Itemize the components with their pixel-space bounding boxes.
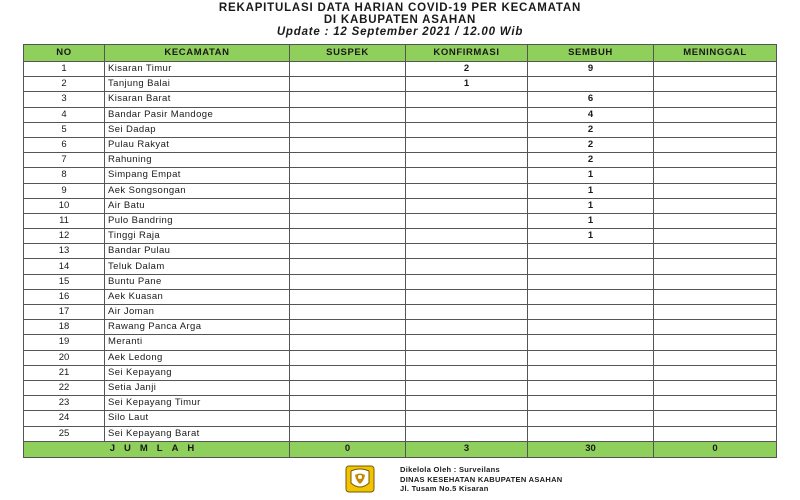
konfirmasi-cell xyxy=(406,380,528,395)
konfirmasi-cell xyxy=(406,411,528,426)
meninggal-cell xyxy=(654,122,777,137)
meninggal-cell xyxy=(654,350,777,365)
konfirmasi-cell xyxy=(406,153,528,168)
kecamatan-cell: Pulo Bandring xyxy=(105,213,290,228)
row-number-cell: 11 xyxy=(24,213,105,228)
konfirmasi-cell xyxy=(406,92,528,107)
kecamatan-cell: Meranti xyxy=(105,335,290,350)
konfirmasi-cell xyxy=(406,244,528,259)
suspek-cell xyxy=(290,289,406,304)
kecamatan-cell: Aek Kuasan xyxy=(105,289,290,304)
meninggal-cell xyxy=(654,168,777,183)
totals-label: JUMLAH xyxy=(24,441,290,457)
row-number-cell: 3 xyxy=(24,92,105,107)
table-row xyxy=(24,92,777,107)
sembuh-cell xyxy=(528,274,654,289)
suspek-cell xyxy=(290,213,406,228)
konfirmasi-cell xyxy=(406,107,528,122)
kecamatan-cell: Buntu Pane xyxy=(105,274,290,289)
konfirmasi-cell xyxy=(406,183,528,198)
suspek-cell xyxy=(290,426,406,441)
table-row xyxy=(24,213,777,228)
sembuh-cell xyxy=(528,305,654,320)
row-number-cell: 9 xyxy=(24,183,105,198)
totals-row xyxy=(24,441,777,457)
table-row xyxy=(24,274,777,289)
meninggal-cell xyxy=(654,259,777,274)
meninggal-cell xyxy=(654,213,777,228)
sembuh-cell: 4 xyxy=(528,107,654,122)
meninggal-cell xyxy=(654,92,777,107)
total-konfirmasi: 3 xyxy=(406,441,528,457)
konfirmasi-cell xyxy=(406,289,528,304)
table-row xyxy=(24,107,777,122)
kecamatan-cell: Air Joman xyxy=(105,305,290,320)
kecamatan-cell: Sei Kepayang xyxy=(105,365,290,380)
managed-by-text: Dikelola Oleh : Surveilans xyxy=(400,465,500,474)
konfirmasi-cell xyxy=(406,213,528,228)
table-row xyxy=(24,168,777,183)
suspek-cell xyxy=(290,274,406,289)
agency-name: DINAS KESEHATAN KABUPATEN ASAHAN xyxy=(400,474,563,484)
table-row xyxy=(24,259,777,274)
meninggal-cell xyxy=(654,289,777,304)
table-row xyxy=(24,137,777,152)
meninggal-cell xyxy=(654,274,777,289)
table-row xyxy=(24,289,777,304)
asahan-regency-emblem-icon xyxy=(345,465,375,493)
meninggal-cell xyxy=(654,62,777,77)
table-row xyxy=(24,244,777,259)
table-row xyxy=(24,153,777,168)
kecamatan-cell: Sei Kepayang Barat xyxy=(105,426,290,441)
meninggal-cell xyxy=(654,198,777,213)
sembuh-cell: 1 xyxy=(528,213,654,228)
update-timestamp: Update : 12 September 2021 / 12.00 Wib xyxy=(276,26,524,38)
konfirmasi-cell xyxy=(406,335,528,350)
table-header-row xyxy=(24,45,777,62)
column-header-meninggal: MENINGGAL xyxy=(654,45,777,62)
sembuh-cell: 1 xyxy=(528,229,654,244)
kecamatan-cell: Rahuning xyxy=(105,153,290,168)
row-number-cell: 21 xyxy=(24,365,105,380)
sembuh-cell xyxy=(528,320,654,335)
kecamatan-cell: Sei Dadap xyxy=(105,122,290,137)
row-number-cell: 20 xyxy=(24,350,105,365)
konfirmasi-cell xyxy=(406,365,528,380)
suspek-cell xyxy=(290,229,406,244)
konfirmasi-cell xyxy=(406,396,528,411)
konfirmasi-cell: 1 xyxy=(406,77,528,92)
konfirmasi-cell: 2 xyxy=(406,62,528,77)
table-row xyxy=(24,198,777,213)
column-header-sembuh: SEMBUH xyxy=(528,45,654,62)
suspek-cell xyxy=(290,305,406,320)
suspek-cell xyxy=(290,77,406,92)
kecamatan-cell: Silo Laut xyxy=(105,411,290,426)
row-number-cell: 22 xyxy=(24,380,105,395)
column-header-suspek: SUSPEK xyxy=(290,45,406,62)
suspek-cell xyxy=(290,122,406,137)
meninggal-cell xyxy=(654,77,777,92)
sembuh-cell: 9 xyxy=(528,62,654,77)
column-header-konfirmasi: KONFIRMASI xyxy=(406,45,528,62)
sembuh-cell: 1 xyxy=(528,168,654,183)
suspek-cell xyxy=(290,244,406,259)
sembuh-cell xyxy=(528,259,654,274)
table-row xyxy=(24,183,777,198)
table-row xyxy=(24,229,777,244)
row-number-cell: 5 xyxy=(24,122,105,137)
document-title: REKAPITULASI DATA HARIAN COVID-19 PER KECAMATAN xyxy=(218,2,582,14)
kecamatan-cell: Sei Kepayang Timur xyxy=(105,396,290,411)
row-number-cell: 25 xyxy=(24,426,105,441)
row-number-cell: 2 xyxy=(24,77,105,92)
meninggal-cell xyxy=(654,229,777,244)
suspek-cell xyxy=(290,168,406,183)
sembuh-cell: 1 xyxy=(528,198,654,213)
konfirmasi-cell xyxy=(406,229,528,244)
kecamatan-cell: Setia Janji xyxy=(105,380,290,395)
suspek-cell xyxy=(290,411,406,426)
sembuh-cell xyxy=(528,77,654,92)
sembuh-cell xyxy=(528,335,654,350)
row-number-cell: 1 xyxy=(24,62,105,77)
meninggal-cell xyxy=(654,107,777,122)
meninggal-cell xyxy=(654,137,777,152)
suspek-cell xyxy=(290,137,406,152)
meninggal-cell xyxy=(654,153,777,168)
sembuh-cell xyxy=(528,244,654,259)
suspek-cell xyxy=(290,335,406,350)
table-row xyxy=(24,350,777,365)
sembuh-cell: 6 xyxy=(528,92,654,107)
sembuh-cell xyxy=(528,365,654,380)
sembuh-cell xyxy=(528,380,654,395)
suspek-cell xyxy=(290,198,406,213)
kecamatan-cell: Bandar Pulau xyxy=(105,244,290,259)
table-row xyxy=(24,305,777,320)
row-number-cell: 23 xyxy=(24,396,105,411)
kecamatan-cell: Aek Ledong xyxy=(105,350,290,365)
sembuh-cell: 1 xyxy=(528,183,654,198)
row-number-cell: 16 xyxy=(24,289,105,304)
suspek-cell xyxy=(290,107,406,122)
kecamatan-cell: Air Batu xyxy=(105,198,290,213)
footer-text xyxy=(400,465,563,494)
suspek-cell xyxy=(290,350,406,365)
meninggal-cell xyxy=(654,305,777,320)
document-header xyxy=(0,2,800,39)
suspek-cell xyxy=(290,380,406,395)
konfirmasi-cell xyxy=(406,168,528,183)
suspek-cell xyxy=(290,365,406,380)
konfirmasi-cell xyxy=(406,320,528,335)
konfirmasi-cell xyxy=(406,137,528,152)
kecamatan-cell: Tinggi Raja xyxy=(105,229,290,244)
sembuh-cell xyxy=(528,350,654,365)
kecamatan-cell: Tanjung Balai xyxy=(105,77,290,92)
total-sembuh: 30 xyxy=(528,441,654,457)
agency-address: Jl. Tusam No.5 Kisaran xyxy=(400,484,489,493)
table-row xyxy=(24,396,777,411)
row-number-cell: 19 xyxy=(24,335,105,350)
sembuh-cell xyxy=(528,426,654,441)
sembuh-cell: 2 xyxy=(528,137,654,152)
konfirmasi-cell xyxy=(406,198,528,213)
table-row xyxy=(24,320,777,335)
konfirmasi-cell xyxy=(406,426,528,441)
table-row xyxy=(24,365,777,380)
kecamatan-cell: Rawang Panca Arga xyxy=(105,320,290,335)
table-row xyxy=(24,335,777,350)
meninggal-cell xyxy=(654,365,777,380)
meninggal-cell xyxy=(654,380,777,395)
meninggal-cell xyxy=(654,411,777,426)
suspek-cell xyxy=(290,396,406,411)
kecamatan-cell: Pulau Rakyat xyxy=(105,137,290,152)
column-header-no: NO xyxy=(24,45,105,62)
total-suspek: 0 xyxy=(290,441,406,457)
kecamatan-cell: Simpang Empat xyxy=(105,168,290,183)
kecamatan-cell: Kisaran Barat xyxy=(105,92,290,107)
suspek-cell xyxy=(290,62,406,77)
meninggal-cell xyxy=(654,426,777,441)
suspek-cell xyxy=(290,183,406,198)
sembuh-cell: 2 xyxy=(528,153,654,168)
kecamatan-cell: Kisaran Timur xyxy=(105,62,290,77)
table-row xyxy=(24,411,777,426)
row-number-cell: 14 xyxy=(24,259,105,274)
total-meninggal: 0 xyxy=(654,441,777,457)
kecamatan-cell: Aek Songsongan xyxy=(105,183,290,198)
suspek-cell xyxy=(290,92,406,107)
row-number-cell: 4 xyxy=(24,107,105,122)
table-row xyxy=(24,122,777,137)
konfirmasi-cell xyxy=(406,350,528,365)
suspek-cell xyxy=(290,259,406,274)
column-header-kecamatan: KECAMATAN xyxy=(105,45,290,62)
table-row xyxy=(24,62,777,77)
kecamatan-cell: Teluk Dalam xyxy=(105,259,290,274)
table-row xyxy=(24,77,777,92)
covid-recap-table xyxy=(23,44,777,458)
row-number-cell: 10 xyxy=(24,198,105,213)
konfirmasi-cell xyxy=(406,274,528,289)
row-number-cell: 18 xyxy=(24,320,105,335)
sembuh-cell xyxy=(528,289,654,304)
table-body xyxy=(24,62,777,442)
sembuh-cell: 2 xyxy=(528,122,654,137)
row-number-cell: 24 xyxy=(24,411,105,426)
kecamatan-cell: Bandar Pasir Mandoge xyxy=(105,107,290,122)
row-number-cell: 6 xyxy=(24,137,105,152)
table-row xyxy=(24,426,777,441)
meninggal-cell xyxy=(654,335,777,350)
suspek-cell xyxy=(290,320,406,335)
sembuh-cell xyxy=(528,411,654,426)
sembuh-cell xyxy=(528,396,654,411)
row-number-cell: 8 xyxy=(24,168,105,183)
document-subtitle: DI KABUPATEN ASAHAN xyxy=(323,14,477,26)
suspek-cell xyxy=(290,153,406,168)
row-number-cell: 17 xyxy=(24,305,105,320)
meninggal-cell xyxy=(654,320,777,335)
meninggal-cell xyxy=(654,396,777,411)
table-row xyxy=(24,380,777,395)
document-footer xyxy=(345,463,695,495)
konfirmasi-cell xyxy=(406,259,528,274)
meninggal-cell xyxy=(654,183,777,198)
row-number-cell: 12 xyxy=(24,229,105,244)
konfirmasi-cell xyxy=(406,305,528,320)
meninggal-cell xyxy=(654,244,777,259)
konfirmasi-cell xyxy=(406,122,528,137)
row-number-cell: 13 xyxy=(24,244,105,259)
row-number-cell: 7 xyxy=(24,153,105,168)
row-number-cell: 15 xyxy=(24,274,105,289)
